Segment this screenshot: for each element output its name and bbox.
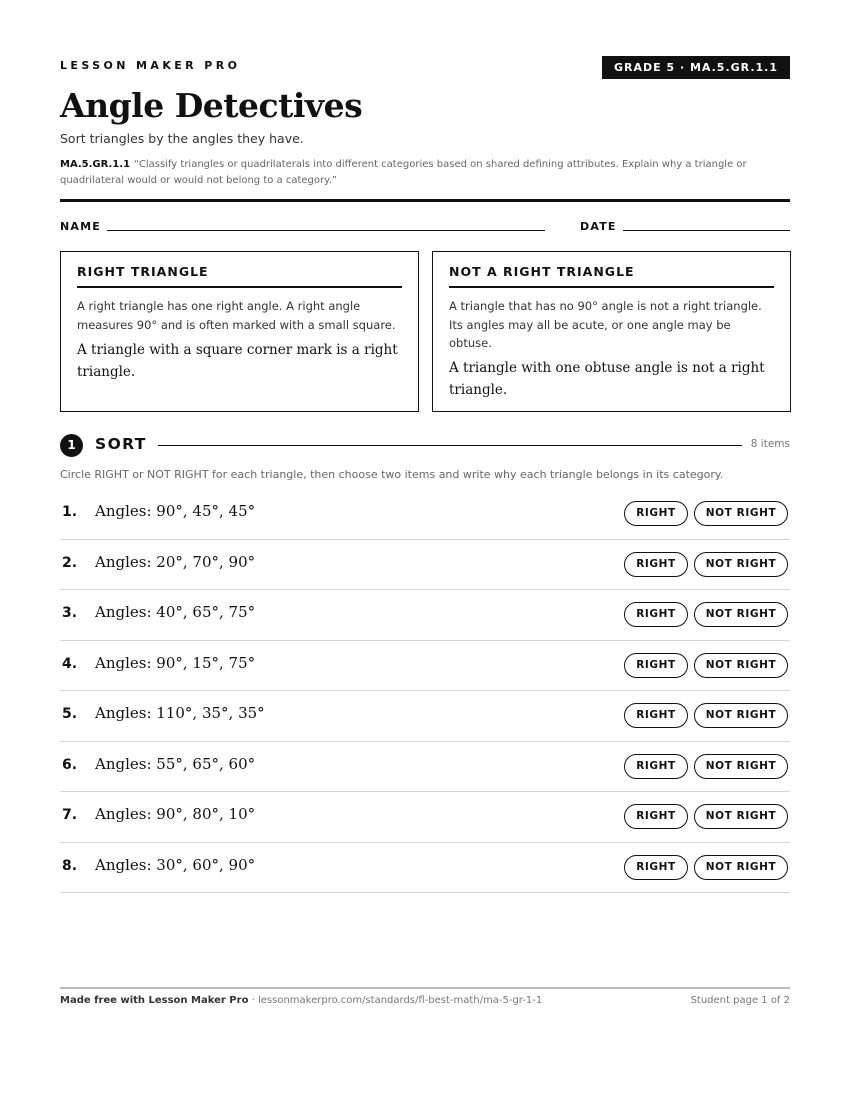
right-option-button[interactable]: RIGHT [624, 855, 688, 880]
name-label: NAME [60, 220, 101, 233]
item-angles: Angles: 90°, 15°, 75° [95, 653, 256, 672]
worksheet-title: Angle Detectives [60, 86, 363, 125]
date-field-line[interactable] [623, 230, 790, 231]
right-option-button[interactable]: RIGHT [624, 703, 688, 728]
not-right-option-button[interactable]: NOT RIGHT [694, 552, 788, 577]
item-number: 3. [62, 605, 78, 621]
name-date-row [60, 220, 790, 236]
standard-code: MA.5.GR.1.1 [60, 159, 131, 170]
item-count: 8 items [750, 438, 790, 450]
section-instructions: Circle RIGHT or NOT RIGHT for each triangle, then choose two items and write why each triangle belongs in its category. [60, 468, 724, 481]
item-angles: Angles: 90°, 80°, 10° [95, 805, 256, 823]
item-angles: Angles: 30°, 60°, 90° [95, 855, 256, 874]
item-number: 7. [62, 807, 78, 823]
item-number: 2. [62, 554, 78, 571]
footer-url: · lessonmakerpro.com/standards/fl-best-math/ma-5-gr-1-1 [248, 995, 543, 1006]
name-field-line[interactable] [107, 230, 545, 231]
not-right-option-button[interactable]: NOT RIGHT [694, 804, 788, 829]
date-label: DATE [580, 220, 617, 233]
list-item [60, 540, 790, 591]
footer-divider [60, 987, 790, 989]
item-angles: Angles: 40°, 65°, 75° [95, 603, 256, 621]
item-number: 8. [62, 857, 78, 874]
item-number: 4. [62, 655, 78, 672]
section-title: SORT [95, 435, 147, 453]
not-right-option-button[interactable]: NOT RIGHT [694, 754, 788, 779]
list-item [60, 843, 790, 894]
worksheet-subtitle: Sort triangles by the angles they have. [60, 131, 304, 146]
section-divider [158, 445, 742, 446]
card-right-triangle [60, 251, 419, 412]
standard-description [60, 157, 790, 188]
right-option-button[interactable]: RIGHT [624, 552, 688, 577]
section-header-sort [60, 434, 790, 456]
card-example: A triangle with a square corner mark is a right triangle. [77, 342, 398, 380]
item-angles: Angles: 20°, 70°, 90° [95, 552, 256, 571]
card-title: NOT A RIGHT TRIANGLE [449, 264, 774, 288]
list-item [60, 792, 790, 843]
page-footer [60, 995, 790, 1006]
list-item [60, 742, 790, 793]
right-option-button[interactable]: RIGHT [624, 501, 688, 526]
sort-item-list [60, 489, 790, 893]
right-option-button[interactable]: RIGHT [624, 653, 688, 678]
section-number-badge: 1 [60, 434, 83, 457]
page-indicator: Student page 1 of 2 [690, 995, 790, 1006]
item-number: 5. [62, 706, 78, 722]
brand-name: LESSON MAKER PRO [60, 59, 241, 72]
item-number: 1. [62, 504, 78, 520]
footer-credit: Made free with Lesson Maker Pro [60, 995, 249, 1006]
header-divider [60, 199, 790, 202]
not-right-option-button[interactable]: NOT RIGHT [694, 855, 788, 880]
list-item [60, 590, 790, 641]
worksheet-page [60, 0, 790, 1100]
card-example: A triangle with one obtuse angle is not a right triangle. [449, 359, 765, 398]
right-option-button[interactable]: RIGHT [624, 754, 688, 779]
card-definition: A right triangle has one right angle. A right angle measures 90° and is often marked with a small square. [77, 299, 396, 332]
list-item [60, 691, 790, 742]
not-right-option-button[interactable]: NOT RIGHT [694, 703, 788, 728]
item-angles: Angles: 90°, 45°, 45° [95, 502, 256, 520]
right-option-button[interactable]: RIGHT [624, 804, 688, 829]
list-item [60, 641, 790, 692]
card-not-right-triangle [432, 251, 791, 412]
list-item [60, 489, 790, 540]
grade-standard-badge: GRADE 5 · MA.5.GR.1.1 [602, 56, 790, 79]
standard-text: “Classify triangles or quadrilaterals into different categories based on shared defining attributes. Explain why a triangle or quadrilateral would or would not belong to a category.” [60, 159, 747, 186]
top-bar [60, 56, 790, 80]
right-option-button[interactable]: RIGHT [624, 602, 688, 627]
item-angles: Angles: 55°, 65°, 60° [95, 754, 256, 773]
card-title: RIGHT TRIANGLE [77, 264, 402, 288]
item-number: 6. [62, 756, 78, 773]
not-right-option-button[interactable]: NOT RIGHT [694, 653, 788, 678]
item-angles: Angles: 110°, 35°, 35° [95, 704, 265, 722]
not-right-option-button[interactable]: NOT RIGHT [694, 602, 788, 627]
not-right-option-button[interactable]: NOT RIGHT [694, 501, 788, 526]
card-definition: A triangle that has no 90° angle is not a right triangle. Its angles may all be acute, or one angle may be obtuse. [449, 299, 762, 350]
